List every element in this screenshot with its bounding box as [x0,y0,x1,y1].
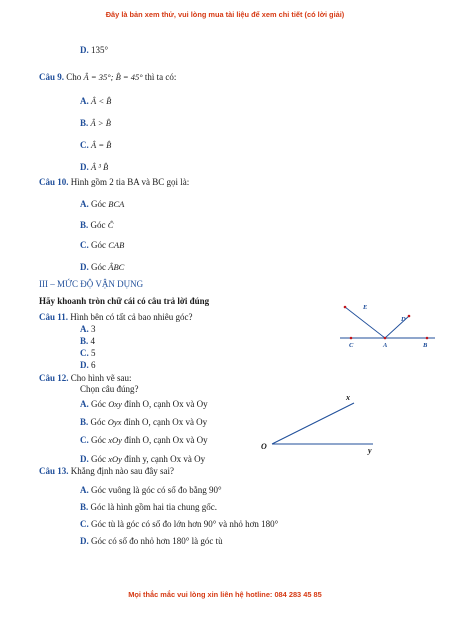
label-a: A [383,342,388,349]
option-label: B. [80,502,89,512]
option-math: ÂBC [108,262,125,272]
option-text: 4 [90,336,96,346]
option-label: D. [80,536,89,546]
option-label: B. [80,220,89,230]
angle-figure-q11 [335,298,440,353]
option-label: A. [80,324,89,334]
question-label: Câu 11. [39,312,69,322]
q10-option-a[interactable] [80,200,124,209]
option-label: D. [80,162,89,172]
label-d: D [401,316,406,323]
option-text: Góc [91,199,106,209]
q9-option-d[interactable] [80,163,108,172]
point-e [344,306,347,309]
point-b [426,337,429,340]
option-math: Â = B̂ [91,140,112,150]
option-text: Góc [91,240,106,250]
option-math: Â < B̂ [91,96,112,106]
section-heading: III – MỨC ĐỘ VẬN DỤNG [39,279,144,289]
q13-option-b[interactable] [80,503,217,512]
q12-option-d[interactable] [80,455,205,464]
q10-option-b[interactable] [80,221,113,230]
option-label: A. [80,199,89,209]
option-text: 3 [91,324,96,334]
option-text: Góc [91,454,106,464]
option-text: Góc có số đo nhỏ hơn 180° là góc tù [91,536,223,546]
option-text: Góc vuông là góc có số đo bằng 90° [91,485,222,495]
option-label: D. [80,360,89,370]
option-label: B. [80,118,89,128]
option-d-top [80,46,108,55]
option-label: B. [80,336,89,346]
ray-ox [272,403,354,444]
question-label: Câu 10. [39,177,69,187]
label-e: E [363,304,368,311]
option-text: Góc là hình gồm hai tia chung gốc. [90,502,217,512]
question-math: Â = 35°; B̂ = 45° [83,72,143,82]
option-label: A. [80,399,89,409]
option-label: A. [80,96,89,106]
question-11 [39,313,192,322]
label-c: C [349,342,354,349]
option-rest: đỉnh O, cạnh Ox và Oy [124,435,208,445]
option-label: D. [80,262,89,272]
q9-option-b[interactable] [80,119,111,128]
label-b: B [423,342,428,349]
top-banner: Đây là bản xem thử, vui lòng mua tài liệu để xem chi tiết (có lời giải) [105,10,345,19]
label-x: x [346,393,350,402]
question-pre: Cho [66,72,82,82]
option-text: Góc [91,262,106,272]
option-math: Oxy [108,399,122,409]
question-post: thì ta có: [144,72,177,82]
label-o: O [261,442,267,451]
question-label: Câu 13. [39,466,69,476]
option-math: Ĉ [107,220,114,230]
q10-option-d[interactable] [80,263,124,272]
option-math: Â > B̂ [90,118,111,128]
q11-option-a[interactable] [80,325,96,334]
question-12 [39,374,132,383]
option-text: Góc [90,417,106,427]
point-d [408,315,411,318]
option-math: Â ³ B̂ [91,162,109,172]
question-text: Cho hình vẽ sau: [70,373,132,383]
q11-option-d[interactable] [80,361,96,370]
option-label: C. [80,435,89,445]
q10-option-c[interactable] [80,241,124,250]
question-9 [39,73,176,82]
option-math: CAB [108,240,125,250]
ray-ae [345,307,385,338]
option-label: C. [80,519,89,529]
q12-option-a[interactable] [80,400,208,409]
option-text: Góc [90,220,106,230]
option-rest: đỉnh O, cạnh Ox và Oy [124,399,208,409]
q12-option-c[interactable] [80,436,208,445]
question-text: Hình bên có tất cả bao nhiêu góc? [70,312,193,322]
option-math: xOy [108,454,122,464]
question-text: Khẳng định nào sau đây sai? [70,466,174,476]
q13-option-d[interactable] [80,537,223,546]
q13-option-c[interactable] [80,520,278,529]
question-10 [39,178,189,187]
point-a [384,337,387,340]
option-rest: đỉnh O, cạnh Ox và Oy [123,417,208,427]
option-label: B. [80,417,89,427]
option-label: C. [80,348,89,358]
option-text: Góc tù là góc có số đo lớn hơn 90° và nhỏ hơn 180° [91,519,279,529]
question-text: Hình gồm 2 tia BA và BC gọi là: [70,177,190,187]
angle-figure-q12 [258,390,378,455]
option-label: C. [80,140,89,150]
option-text: 6 [91,360,96,370]
option-rest: đỉnh y, cạnh Ox và Oy [124,454,206,464]
q9-option-a[interactable] [80,97,111,106]
q11-option-c[interactable] [80,349,96,358]
question-label: Câu 9. [39,72,65,82]
q13-option-a[interactable] [80,486,222,495]
option-text: Góc [91,399,106,409]
bottom-banner: Mọi thắc mắc vui lòng xin liên hệ hotline: 084 283 45 85 [128,590,322,599]
question-13 [39,467,174,476]
label-y: y [368,446,372,455]
q9-option-c[interactable] [80,141,111,150]
option-text: 135° [91,45,109,55]
option-math: BCA [108,199,125,209]
question-12-subtext: Chọn câu đúng? [80,384,139,394]
instruction-text: Hãy khoanh tròn chữ cái có câu trả lời đúng [39,296,210,306]
option-math: xOy [108,435,122,445]
question-label: Câu 12. [39,373,69,383]
q11-option-b[interactable] [80,337,95,346]
option-label: C. [80,240,89,250]
option-label: D. [80,454,89,464]
option-label: D. [80,45,89,55]
option-text: Góc [91,435,106,445]
option-text: 5 [91,348,96,358]
option-label: A. [80,485,89,495]
q12-option-b[interactable] [80,418,207,427]
option-math: Oyx [107,417,122,427]
point-c [350,337,353,340]
